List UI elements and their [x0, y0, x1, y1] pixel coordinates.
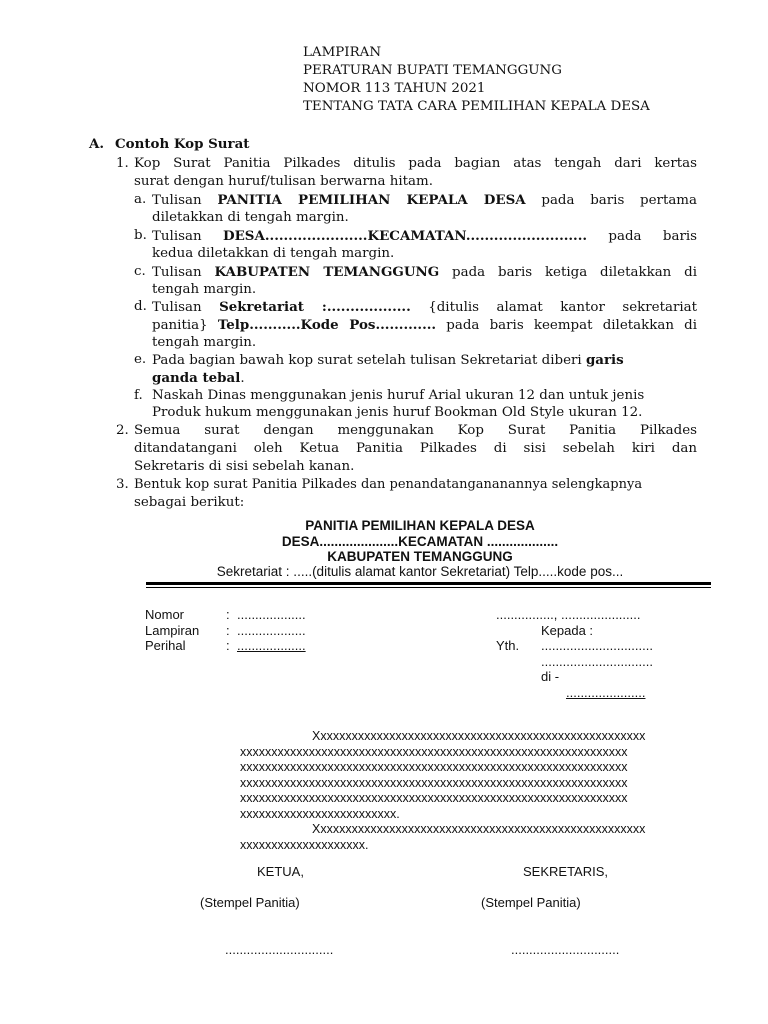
item-1-number: 1. [116, 156, 129, 171]
sub-e-line-2: ganda tebal. [152, 370, 245, 386]
header-line-2: PERATURAN BUPATI TEMANGGUNG [303, 63, 562, 78]
item-2-line-3: Sekretaris di sisi sebelah kanan. [134, 459, 355, 474]
item-2-number: 2. [116, 423, 129, 438]
kop-line-1: PANITIA PEMILIHAN KEPALA DESA [305, 518, 535, 533]
sub-a-line-1: Tulisan PANITIA PEMILIHAN KEPALA DESA pada baris pertama [152, 192, 697, 208]
address-line-2: ............................... [541, 654, 653, 669]
nomor-label: Nomor [145, 607, 185, 622]
body-paragraph-1-line-6: xxxxxxxxxxxxxxxxxxxxxxxxx. [240, 807, 400, 821]
yth-label: Yth. [496, 638, 520, 653]
lampiran-label: Lampiran [145, 623, 200, 638]
sub-a-line-2: diletakkan di tengah margin. [152, 210, 349, 225]
ketua-label: KETUA, [257, 864, 304, 879]
sekretaris-label: SEKRETARIS, [523, 864, 609, 879]
sub-a-letter: a. [134, 192, 147, 207]
sub-c-line-2: tengah margin. [152, 282, 257, 297]
perihal-colon: : [226, 638, 230, 653]
sub-f-line-2: Produk hukum menggunakan jenis huruf Bookman Old Style ukuran 12. [152, 405, 643, 420]
lampiran-value: ................... [237, 623, 306, 638]
header-line-3: NOMOR 113 TAHUN 2021 [303, 81, 486, 96]
section-title: Contoh Kop Surat [115, 136, 250, 152]
item-3-number: 3. [116, 477, 129, 492]
item-1-line-1: Kop Surat Panitia Pilkades ditulis pada bagian atas tengah dari kertas [134, 156, 697, 171]
item-2-line-2: ditandatangani oleh Ketua Panitia Pilkades di sisi sebelah kiri dan [134, 441, 697, 456]
sub-e-letter: e. [134, 352, 147, 367]
section-a-heading [89, 135, 249, 153]
perihal-label: Perihal [145, 638, 186, 653]
body-paragraph-1-line-2: xxxxxxxxxxxxxxxxxxxxxxxxxxxxxxxxxxxxxxxxxxxxxxxxxxxxxxxxxxxxxx [240, 745, 628, 759]
di-label: di - [541, 669, 560, 684]
sub-d-line-2: panitia} Telp...........Kode Pos............. pada baris keempat diletakkan di [152, 317, 698, 333]
body-paragraph-1-line-4: xxxxxxxxxxxxxxxxxxxxxxxxxxxxxxxxxxxxxxxxxxxxxxxxxxxxxxxxxxxxxx [240, 776, 628, 790]
stempel-right: (Stempel Panitia) [481, 895, 581, 910]
perihal-value: ................... [237, 638, 306, 653]
sub-f-letter: f. [134, 388, 143, 403]
item-1-line-2: surat dengan huruf/tulisan berwarna hitam. [134, 174, 433, 189]
sub-d-letter: d. [134, 299, 147, 314]
lampiran-colon: : [226, 623, 230, 638]
sub-f-line-1: Naskah Dinas menggunakan jenis huruf Arial ukuran 12 dan untuk jenis [152, 388, 645, 403]
sub-d-line-3: tengah margin. [152, 335, 257, 350]
lampiran-header [303, 44, 650, 116]
nomor-value: ................... [237, 607, 306, 622]
item-3-line-1: Bentuk kop surat Panitia Pilkades dan penandatangananannya selengkapnya [134, 477, 643, 492]
sub-b-line-1: Tulisan DESA......................KECAMATAN.......................... pada baris [152, 228, 698, 244]
kop-line-4: Sekretariat : .....(ditulis alamat kantor Sekretariat) Telp.....kode pos... [216, 564, 624, 579]
header-line-1: LAMPIRAN [303, 45, 382, 60]
sub-b-letter: b. [134, 228, 147, 243]
body-paragraph-1-line-3: xxxxxxxxxxxxxxxxxxxxxxxxxxxxxxxxxxxxxxxxxxxxxxxxxxxxxxxxxxxxxx [240, 760, 628, 774]
stempel-left: (Stempel Panitia) [200, 895, 300, 910]
body-paragraph-1-line-5: xxxxxxxxxxxxxxxxxxxxxxxxxxxxxxxxxxxxxxxxxxxxxxxxxxxxxxxxxxxxxx [240, 791, 628, 805]
body-paragraph-2-line-1: Xxxxxxxxxxxxxxxxxxxxxxxxxxxxxxxxxxxxxxxxxxxxxxxxxxxxx [312, 822, 646, 836]
item-3-line-2: sebagai berikut: [134, 495, 245, 510]
sub-e-line-1: Pada bagian bawah kop surat setelah tulisan Sekretariat diberi garis [152, 352, 624, 368]
body-paragraph-1-line-1: Xxxxxxxxxxxxxxxxxxxxxxxxxxxxxxxxxxxxxxxxxxxxxxxxxxxxx [312, 729, 646, 743]
sub-c-letter: c. [134, 264, 146, 279]
sub-b-line-2: kedua diletakkan di tengah margin. [152, 246, 395, 261]
nomor-colon: : [226, 607, 230, 622]
address-line-1: ............................... [541, 638, 653, 653]
section-marker: A. [89, 136, 105, 152]
kop-line-2: DESA.....................KECAMATAN ................... [281, 534, 559, 549]
kepada-label: Kepada : [541, 623, 594, 638]
double-rule-thick [146, 582, 711, 585]
double-rule-thin [146, 587, 711, 588]
body-paragraph-2-line-2: xxxxxxxxxxxxxxxxxxxx. [240, 838, 369, 852]
signature-name-right: .............................. [511, 942, 620, 957]
sub-c-line-1: Tulisan KABUPATEN TEMANGGUNG pada baris ketiga diletakkan di [152, 264, 698, 280]
kop-line-3: KABUPATEN TEMANGGUNG [327, 549, 513, 564]
header-line-4: TENTANG TATA CARA PEMILIHAN KEPALA DESA [303, 99, 650, 114]
sub-d-line-1: Tulisan Sekretariat :.................. {ditulis alamat kantor sekretariat [152, 299, 697, 315]
signature-name-left: .............................. [225, 942, 334, 957]
item-2-line-1: Semua surat dengan menggunakan Kop Surat Panitia Pilkades [134, 423, 697, 438]
place-date: ................, ...................... [496, 607, 641, 622]
di-value: ...................... [566, 685, 646, 700]
